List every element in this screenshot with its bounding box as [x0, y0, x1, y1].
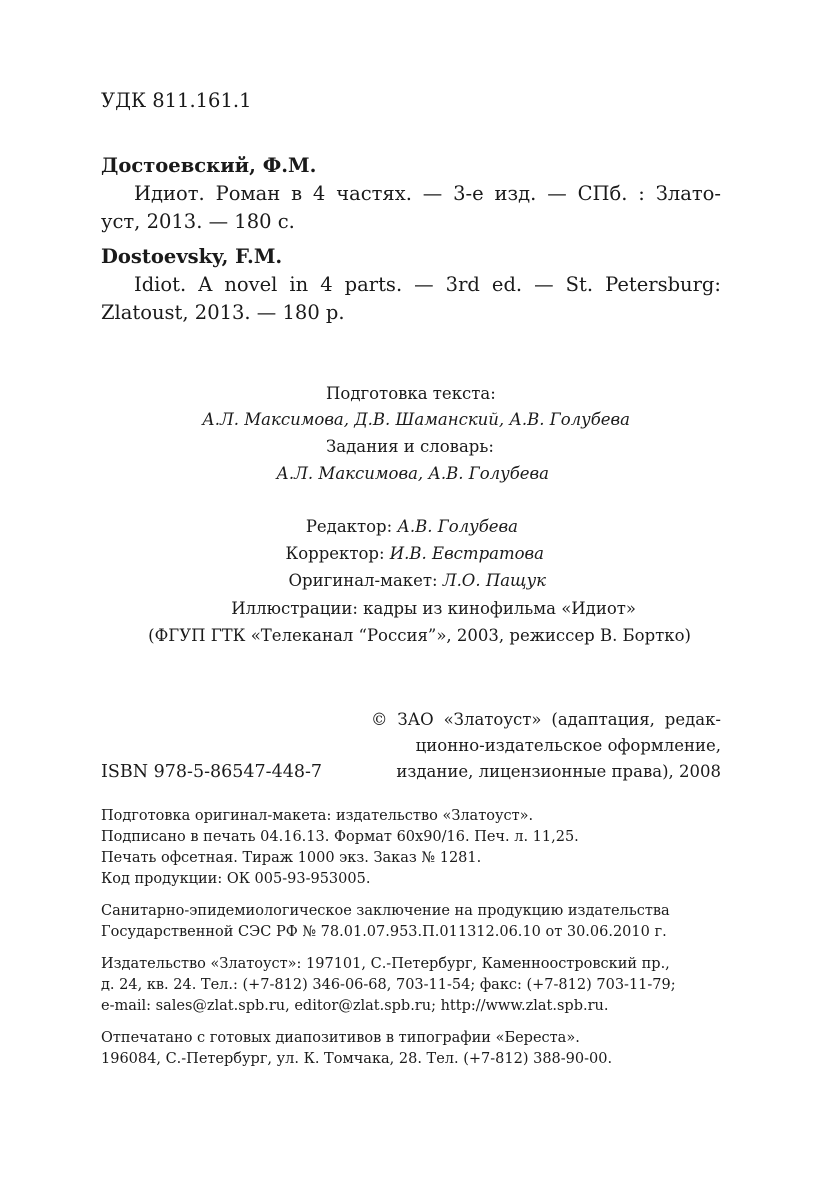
isbn: ISBN 978-5-86547-448-7 — [101, 762, 323, 782]
copyright-line2: ционно-издательское оформление, — [415, 736, 721, 755]
text-prep-names: А.Л. Максимова, Д.В. Шаманский, А.В. Голубева — [202, 410, 630, 429]
layout-line — [200, 568, 546, 594]
corrector-line — [200, 541, 544, 567]
tasks-label: Задания и словарь: — [326, 437, 494, 456]
printer-line: Отпечатано с готовых диапозитивов в типографии «Береста». — [101, 1030, 580, 1046]
imprint-line: Подготовка оригинал-макета: издательство «Златоуст». — [101, 808, 534, 824]
editor-line — [200, 514, 518, 540]
corrector-name: И.В. Евстратова — [389, 544, 544, 563]
sanitary-line: Санитарно-эпидемиологическое заключение на продукцию издательства — [101, 903, 670, 919]
sanitary-line: Государственной СЭС РФ № 78.01.07.953.П.011312.06.10 от 30.06.2010 г. — [101, 924, 667, 940]
author-en: Dostoevsky, F.M. — [101, 245, 283, 268]
editor-label: Редактор: — [305, 517, 398, 536]
imprint-line: Код продукции: ОК 005-93-953005. — [101, 871, 371, 887]
layout-label: Оригинал-макет: — [288, 571, 443, 590]
text-prep-label: Подготовка текста: — [326, 384, 496, 403]
publisher-line: д. 24, кв. 24. Тел.: (+7-812) 346-06-68, 703-11-54; факс: (+7-812) 703-11-79; — [101, 977, 676, 993]
illustrations-source: (ФГУП ГТК «Телеканал “Россия”», 2003, режиссер В. Бортко) — [148, 626, 691, 645]
imprint-line: Печать офсетная. Тираж 1000 экз. Заказ № 1281. — [101, 850, 482, 866]
printer-line: 196084, С.-Петербург, ул. К. Томчака, 28. Тел. (+7-812) 388-90-00. — [101, 1051, 613, 1067]
layout-name: Л.О. Пащук — [442, 571, 546, 590]
title-ru-line1: Идиот. Роман в 4 частях. — 3-е изд. — СПб. : Злато- — [134, 182, 721, 205]
title-ru-line2: уст, 2013. — 180 с. — [101, 210, 295, 233]
publisher-line: Издательство «Златоуст»: 197101, С.-Петербург, Каменноостровский пр., — [101, 956, 670, 972]
title-en-line2: Zlatoust, 2013. — 180 p. — [101, 301, 345, 324]
imprint-line: Подписано в печать 04.16.13. Формат 60x90/16. Печ. л. 11,25. — [101, 829, 579, 845]
tasks-names: А.Л. Максимова, А.В. Голубева — [276, 464, 549, 483]
title-en-line1: Idiot. A novel in 4 parts. — 3rd ed. — St. Petersburg: — [134, 273, 721, 296]
author-ru: Достоевский, Ф.М. — [101, 154, 317, 177]
illustrations-line: Иллюстрации: кадры из кинофильма «Идиот» — [231, 599, 636, 618]
copyright-line1: © ЗАО «Златоуст» (адаптация, редак- — [371, 710, 721, 729]
udk-code: УДК 811.161.1 — [101, 89, 252, 112]
publisher-line: e-mail: sales@zlat.spb.ru, editor@zlat.spb.ru; http://www.zlat.spb.ru. — [101, 998, 609, 1014]
editor-name: А.В. Голубева — [397, 517, 518, 536]
copyright-line3: издание, лицензионные права), 2008 — [396, 762, 721, 781]
corrector-label: Корректор: — [285, 544, 390, 563]
